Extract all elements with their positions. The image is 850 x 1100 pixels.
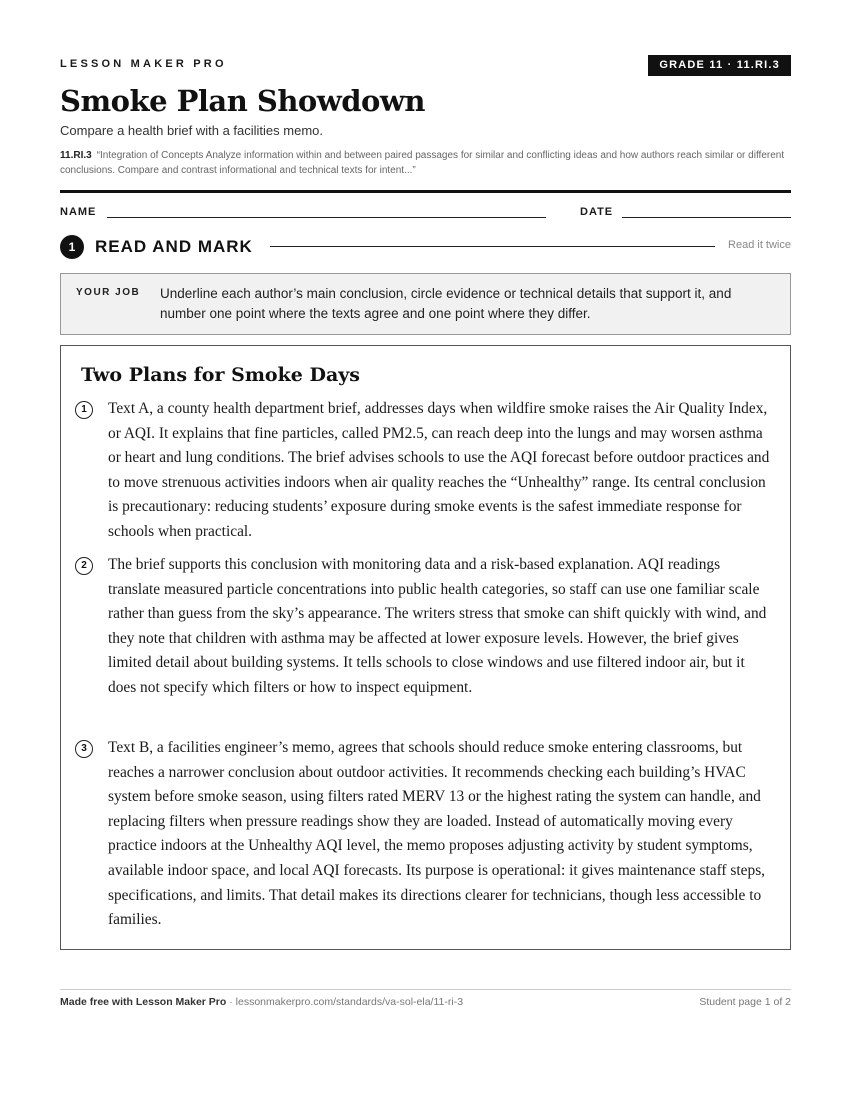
paragraph-text: Text B, a facilities engineer’s memo, agrees that schools should reduce smoke entering classrooms, but reaches a narrower conclusion about outdoor activities. It recommends checking each building’s HVAC system before smoke season, using filters rated MERV 13 or the highest rating the system can handle, and replacing filters when pressure readings show they are loaded. Instead of automatically moving every practice indoors at the Unhealthy AQI level, the memo proposes adjusting activity by student symptoms, available indoor space, and local AQI forecasts. Its purpose is operational: it gives maintenance staff steps, specifications, and limits. That detail makes its directions clearer for technicians, though less accessible to families. [108,739,766,929]
section-title: READ AND MARK [95,237,253,256]
standard-code: 11.RI.3 [60,150,92,161]
worksheet-title: Smoke Plan Showdown [60,84,425,118]
student-fields [60,205,791,221]
name-label: NAME [60,206,97,218]
date-label: DATE [580,206,614,218]
section-note: Read it twice [728,239,791,251]
paragraph-number-icon: 2 [75,557,93,575]
top-bar [60,55,791,79]
paragraph-number-icon: 3 [75,740,93,758]
worksheet-subtitle: Compare a health brief with a facilities memo. [60,123,324,138]
name-field[interactable] [107,217,546,218]
paragraph-number-icon: 1 [75,401,93,419]
paragraph-text: The brief supports this conclusion with monitoring data and a risk-based explanation. AQI readings translate measured particle concentrations into public health categories, so staff can use one familiar scale rather than guess from the sky’s appearance. The writers stress that smoke can shift quickly with wind, and they note that children with asthma may be affected at lower exposure levels. However, the brief gives limited detail about building systems. It tells schools to close windows and use filtered indoor air, but it does not specify which filters or how to inspect equipment. [108,556,767,696]
section-header [60,235,791,259]
header-divider [60,190,791,193]
standard-description [60,148,791,178]
instructions-box [60,273,791,335]
footer-credit [60,996,463,1008]
section-number-badge: 1 [60,235,84,259]
footer-made-with: Made free with Lesson Maker Pro [60,996,227,1008]
standard-text: “Integration of Concepts Analyze information within and between paired passages for similar and conflicting ideas and how authors reach similar or different conclusions. Compare and contrast informational and technical texts for intent...” [60,150,785,176]
passage-title: Two Plans for Smoke Days [81,364,360,386]
worksheet-page [60,0,791,1100]
footer-divider [60,989,791,990]
page-indicator: Student page 1 of 2 [699,996,791,1008]
footer-url[interactable]: · lessonmakerpro.com/standards/va-sol-ela/11-ri-3 [226,996,464,1008]
instructions-text: Underline each author’s main conclusion, circle evidence or technical details that support it, and number one point where the texts agree and one point where they differ. [160,286,732,321]
instructions-label: YOUR JOB [76,287,141,298]
paragraph-text: Text A, a county health department brief, addresses days when wildfire smoke raises the Air Quality Index, or AQI. It explains that fine particles, called PM2.5, can reach deep into the lungs and may worsen asthma or heart and lung conditions. The brief advises schools to use the AQI forecast before outdoor practices and to move strenuous activities indoors when air quality reaches the “Unhealthy” range. Its central conclusion is precautionary: reducing students’ exposure during smoke events is the safest immediate response for schools when practical. [108,400,770,540]
date-field[interactable] [622,217,791,218]
brand-name: LESSON MAKER PRO [60,58,227,70]
section-divider [270,246,715,247]
reading-passage [60,345,791,950]
grade-badge: GRADE 11 · 11.RI.3 [648,55,791,76]
